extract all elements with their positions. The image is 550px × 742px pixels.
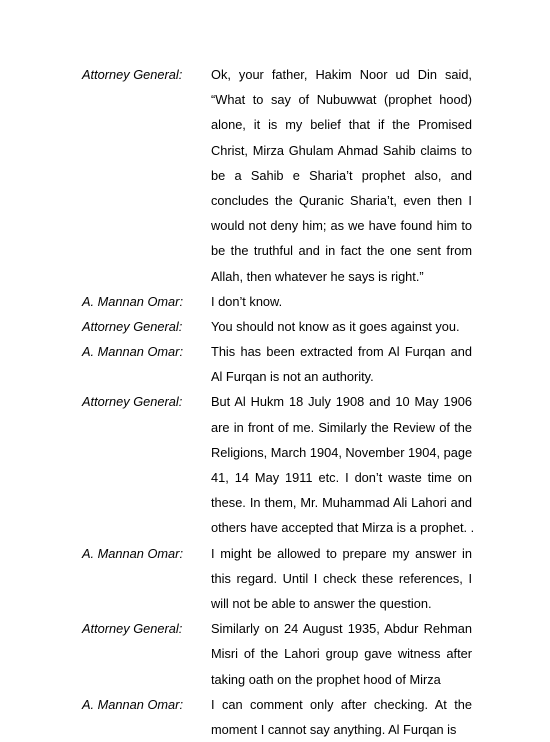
speaker-label: A. Mannan Omar: [82, 293, 183, 309]
transcript-entry [82, 616, 472, 692]
speaker-label: A. Mannan Omar: [82, 344, 183, 360]
speech-line: this regard. Until I check these references, I [211, 570, 472, 586]
speech-line: Religions, March 1904, November 1904, page [211, 444, 473, 460]
speaker-label: Attorney General: [82, 67, 183, 82]
speaker-label: A. Mannan Omar: [82, 696, 183, 712]
speech-line: You should not know as it goes against you. [211, 318, 460, 334]
transcript-entry [82, 289, 472, 314]
speech-text [211, 62, 472, 289]
speech-line: will not be able to answer the question. [211, 595, 432, 611]
speech-text [211, 692, 472, 742]
speech-line: I can comment only after checking. At the [211, 696, 472, 712]
speech-line: I don’t know. [211, 293, 283, 309]
transcript-entry [82, 692, 472, 742]
speech-line: Christ, Mirza Ghulam Ahmad Sahib claims to [211, 142, 472, 158]
transcript-entry [82, 541, 472, 617]
speech-line: moment I cannot say anything. Al Furqan is [211, 721, 457, 737]
speech-line: Al Furqan is not an authority. [211, 369, 374, 385]
speech-line: “What to say of Nubuwwat (prophet hood) [211, 92, 472, 108]
speech-line: I might be allowed to prepare my answer in [211, 545, 472, 561]
speaker-label: A. Mannan Omar: [82, 545, 183, 561]
speech-text [211, 339, 472, 389]
transcript [82, 62, 475, 742]
speech-line: Ok, your father, Hakim Noor ud Din said, [211, 67, 472, 82]
speech-line: But Al Hukm 18 July 1908 and 10 May 1906 [211, 394, 472, 410]
speech-line: Similarly on 24 August 1935, Abdur Rehman [211, 621, 472, 637]
speech-text [211, 314, 472, 339]
transcript-entry [82, 339, 472, 389]
speech-line: be a Sahib e Sharia’t prophet also, and [211, 167, 472, 183]
speaker-label: Attorney General: [82, 318, 183, 334]
speech-text [211, 289, 472, 314]
speech-line: concludes the Quranic Sharia’t, even then I [211, 192, 472, 208]
speech-line: be the truthful and in fact the one sent from [211, 243, 472, 259]
transcript-entry [82, 314, 472, 339]
speech-line: others have accepted that Mirza is a prophet. . [211, 520, 475, 536]
speech-text [211, 389, 475, 540]
speech-line: taking oath on the prophet hood of Mirza [211, 671, 441, 687]
speech-text [211, 541, 472, 617]
speech-line: alone, it is my belief that if the Promised [211, 117, 472, 133]
speech-line: would not deny him; as we have found him to [211, 218, 472, 234]
speech-line: are in front of me. Similarly the Review of the [211, 419, 472, 435]
transcript-entry [82, 62, 472, 289]
speech-line: Allah, then whatever he says is right.” [211, 268, 424, 284]
speech-text [211, 616, 472, 692]
speech-line: these. In them, Mr. Muhammad Ali Lahori and [211, 495, 472, 511]
speaker-label: Attorney General: [82, 394, 183, 410]
transcript-entry [82, 389, 475, 540]
speech-line: This has been extracted from Al Furqan and [211, 344, 472, 360]
speaker-label: Attorney General: [82, 621, 183, 637]
speech-line: Misri of the Lahori group gave witness after [211, 646, 472, 662]
speech-line: 41, 14 May 1911 etc. I don’t waste time on [211, 470, 472, 486]
